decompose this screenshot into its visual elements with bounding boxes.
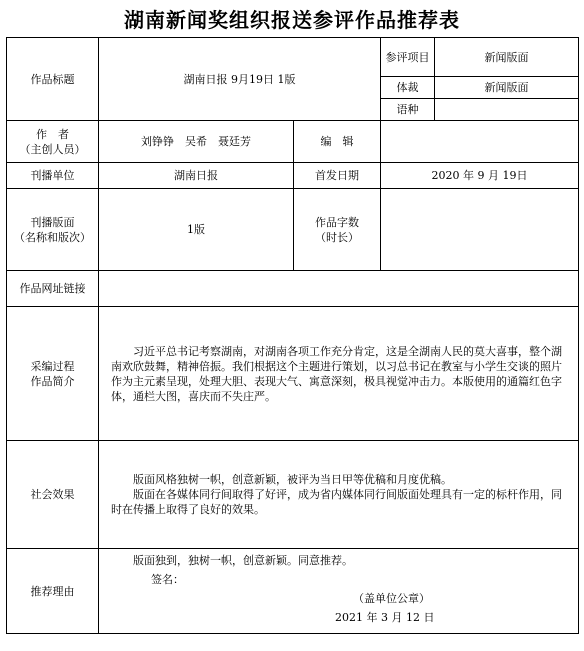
form-title: 湖南新闻奖组织报送参评作品推荐表 — [124, 8, 460, 32]
signature-label: 签名： — [151, 573, 184, 586]
social-effect-value — [99, 441, 579, 549]
publish-page-label-line2: （名称和版次） — [14, 230, 91, 244]
word-count-value — [381, 189, 579, 271]
work-link-label: 作品网址链接 — [7, 271, 99, 307]
first-release-date-value: 2020 年 9 月 19日 — [381, 163, 579, 189]
intro-label — [7, 307, 99, 441]
intro-value — [99, 307, 579, 441]
publish-unit-label: 刊播单位 — [7, 163, 99, 189]
seal-label: （盖单位公章） — [353, 592, 430, 605]
editor-value — [381, 121, 579, 163]
authors-value: 刘铮铮 吴希 聂廷芳 — [99, 121, 294, 163]
publish-page-label — [7, 189, 99, 271]
language-label: 语种 — [381, 99, 435, 121]
word-count-label-line2: （时长） — [315, 230, 360, 244]
recommend-reason-label: 推荐理由 — [7, 549, 99, 634]
editor-label: 编 辑 — [294, 121, 381, 163]
work-title-value: 湖南日报 9月19日 1版 — [99, 38, 381, 121]
language-value — [435, 99, 579, 121]
intro-paragraph: 习近平总书记考察湖南，对湖南各项工作充分肯定，这是全湖南人民的莫大喜事，整个湖南欢欣鼓舞，精神倍振。我们根据这个主题进行策划，以习总书记在教室与小学生交谈的照片作为主元素呈现，处理大胆、表现大气、寓意深刻，极具视觉冲击力。本版使用的通篇红色字体，通栏大图，喜庆而不失庄严。 — [111, 344, 562, 403]
recommend-reason-text: 版面独到，独树一帜，创意新颖。同意推荐。 — [133, 554, 353, 567]
word-count-label — [294, 189, 381, 271]
recommendation-form-table — [6, 37, 579, 634]
word-count-label-line1: 作品字数 — [315, 215, 360, 229]
author-label — [7, 121, 99, 163]
author-label-line2: （主创人员） — [19, 142, 86, 156]
award-item-label: 参评项目 — [381, 38, 435, 77]
social-effect-paragraph-2: 版面在各媒体同行间取得了好评，成为省内媒体同行间版面处理具有一定的标杆作用，同时在传播上取得了良好的效果。 — [111, 488, 562, 516]
publish-page-value: 1版 — [99, 189, 294, 271]
work-title-label: 作品标题 — [7, 38, 99, 121]
genre-value: 新闻版面 — [435, 77, 579, 99]
social-effect-paragraph-1: 版面风格独树一帜，创意新颖，被评为当日甲等优稿和月度优稿。 — [133, 473, 452, 486]
award-item-value: 新闻版面 — [435, 38, 579, 77]
author-label-line1: 作 者 — [36, 127, 69, 141]
first-release-date-label: 首发日期 — [294, 163, 381, 189]
recommend-date: 2021 年 3 月 12 日 — [335, 611, 435, 624]
work-link-value — [99, 271, 579, 307]
publish-page-label-line1: 刊播版面 — [30, 215, 75, 229]
genre-label: 体裁 — [381, 77, 435, 99]
social-effect-label: 社会效果 — [7, 441, 99, 549]
intro-label-line1: 采编过程 — [30, 359, 75, 373]
intro-label-line2: 作品简介 — [30, 374, 75, 388]
publish-unit-value: 湖南日报 — [99, 163, 294, 189]
recommend-reason-value — [99, 549, 579, 634]
